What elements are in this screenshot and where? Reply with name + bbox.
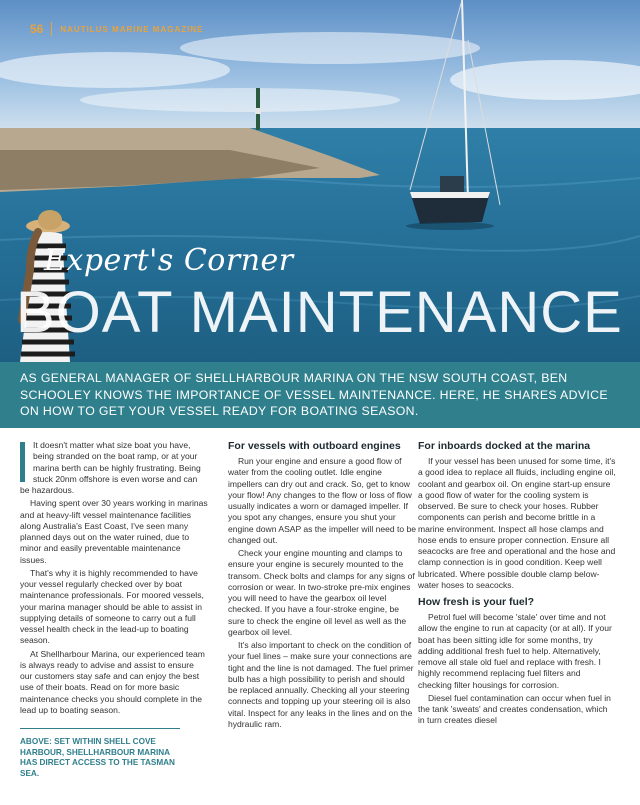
hero-photo [0, 0, 640, 362]
body-paragraph: If your vessel has been unused for some time, it's a good idea to replace all fluids, including engine oil, coolant and gearbox oil. On engine start-up ensure a good flow of water for the cooling system is observed. Be sure to check your hoses. Rubber components can perish and become brittle in a marine environment. Inspect all hose clamps and hose ends to ensure proper connection. Ensure all seacocks are free and operational and the hose and clamp connection is in good condition. Keep well lubricated. Where possible double clamp below-water hoses to seacocks. [418, 456, 616, 590]
standfirst-text: AS GENERAL MANAGER OF SHELLHARBOUR MARINA ON THE NSW SOUTH COAST, BEN SCHOOLEY KNOWS THE IMPORTANCE OF VESSEL MAINTENANCE. HERE, HE SHARES ADVICE ON HOW TO GET YOUR VESSEL READY FOR BOATING SEASON. [20, 371, 608, 419]
column-3 [418, 440, 616, 729]
section-heading-outboard: For vessels with outboard engines [228, 440, 401, 452]
body-paragraph: That's why it is highly recommended to have your vessel regularly checked over by boat maintenance professionals. For moored vessels, your marina manager should be able to assist in supplying details of someone to carry out a full vessel health check in the lead-up to boating season. [20, 567, 204, 646]
body-paragraph: Check your engine mounting and clamps to ensure your engine is securely mounted to the transom. Check bolts and clamps for any signs of corrosion or wear. In two-stroke pre-mix engines you will need to have the gearbox oil level checked. If you have a four-stroke engine, be sure to check the engine oil level as well as the gearbox oil level. [228, 548, 415, 637]
body-paragraph: Petrol fuel will become 'stale' over time and not allow the engine to run at capacity (or at all). If your boat has been sitting idle for some months, try adding additional fresh fuel to help. Alternatively, remove all stale old fuel and replace with fresh. I highly recommend replacing fuel filters and checking filter housings for corrosion. [418, 612, 612, 690]
page-number: 56 [30, 22, 44, 36]
body-paragraph: Having spent over 30 years working in marinas and at heavy-lift vessel maintenance facilities along Australia's East Coast, I've seen many planned days out on the water ruined, due to minor and easily preventable maintenance issues. [20, 498, 208, 565]
folio [30, 22, 203, 36]
body-paragraph: At Shellharbour Marina, our experienced team is always ready to advise and assist to ensure our customers stay safe and can enjoy the best use of their boats. Read on for more basic maintenance checks you should complete in the lead up to boating season. [20, 648, 205, 715]
column-2 [228, 440, 416, 732]
body-paragraph: It doesn't matter what size boat you have, being stranded on the boat ramp, or at your marina berth can be highly frustrating. Being stuck 20nm offshore is even worse and can be hazardous. [20, 440, 201, 495]
standfirst-band [0, 362, 640, 428]
photo-caption: ABOVE: SET WITHIN SHELL COVE HARBOUR, SHELLHARBOUR MARINA HAS DIRECT ACCESS TO THE TASMAN SEA. [20, 728, 180, 779]
section-heading-fuel: How fresh is your fuel? [418, 596, 535, 608]
body-paragraph: Diesel fuel contamination can occur when fuel in the tank 'sweats' and creates condensation, which in turn creates diesel [418, 692, 611, 726]
section-kicker: Expert's Corner [44, 243, 294, 278]
body-paragraph: Run your engine and ensure a good flow of water from the cooling outlet. Idle engine impellers can dry out and crack. So, get to know your flow! Any changes to the flow or loss of flow usually indicates a worn or damaged impeller. If you spot any changes, ensure you shut your engine down ASAP as the impeller will need to be changed out. [228, 456, 416, 545]
body-paragraph: It's also important to check on the condition of your fuel lines – make sure your connections are tight and the line is not damaged. The fuel primer bulb has a high possibility to perish and should be replaced annually. Checking all your steering connects and topping up your steering oil is also vital. Inspect for any leaks in the lines and on the hydraulic ram. [228, 640, 414, 729]
article-body [20, 440, 624, 800]
magazine-name: NAUTILUS MARINE MAGAZINE [60, 24, 204, 34]
column-1 [20, 440, 208, 779]
section-heading-inboards: For inboards docked at the marina [418, 440, 591, 452]
drop-cap-bar [20, 442, 25, 482]
article-headline: BOAT MAINTENANCE [16, 280, 623, 345]
folio-divider [51, 22, 52, 36]
